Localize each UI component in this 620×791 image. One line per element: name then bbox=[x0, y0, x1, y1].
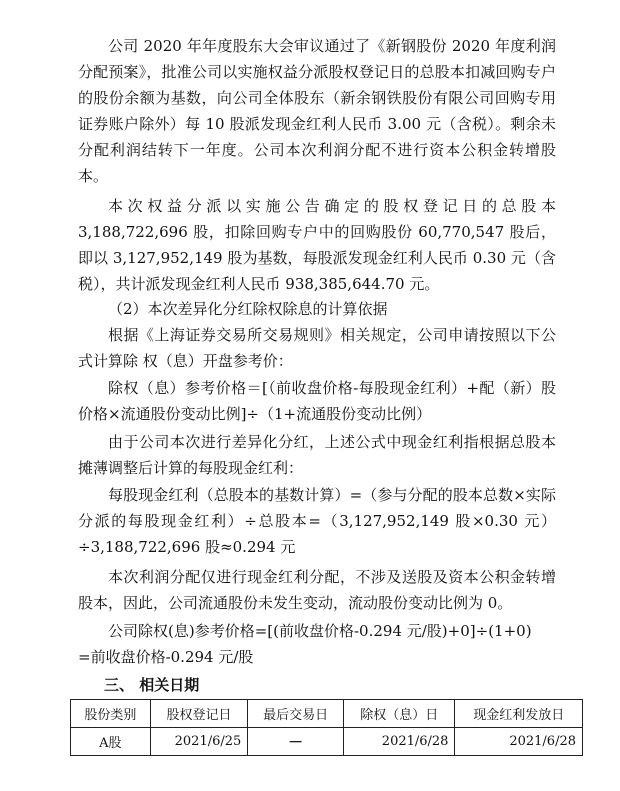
table-cell-record-date: 2021/6/25 bbox=[150, 728, 248, 756]
paragraph-profit-distribution-plan: 公司 2020 年年度股东大会审议通过了《新钢股份 2020 年度利润分配预案》，批准公司以实施权益分派股权登记日的总股本扣减回购专户的股份余额为基数，向公司全体股东（新余钢铁股份有限公司回购专用证券账户除外）每 10 股派发现金红利人民币 3.00 元（含税）。剩余未分配利润结转下一年度。公司本次利润分配不进行资本公积金转增股本。 bbox=[78, 37, 556, 185]
section-heading-relevant-dates: 三、 相关日期 bbox=[104, 676, 200, 694]
table-cell-payment-date: 2021/6/28 bbox=[455, 728, 583, 756]
formula-company-reference-price-result: =前收盘价格-0.294 元/股 bbox=[78, 648, 254, 666]
paragraph-no-share-change: 本次利润分配仅进行现金红利分配，不涉及送股及资本公积金转增股本，因此，公司流通股份未发生变动，流动股份变动比例为 0。 bbox=[78, 568, 556, 612]
table-cell-share-class: A股 bbox=[71, 728, 151, 756]
paragraph-dividend-base: 本次权益分派以实施公告确定的股权登记日的总股本 3,188,722,696 股，扣除回购专户中的回购股份 60,770,547 股后，即以 3,127,952,149 股为基数，每股派发现金红利人民币 0.30 元（含税），共计派发现金红利人民币 938,385,644.70 元。 bbox=[78, 197, 556, 293]
table-header-cell: 股份类别 bbox=[71, 700, 151, 728]
paragraph-rules-reference: 根据《上海证券交易所交易规则》相关规定，公司申请按照以下公式计算除 权（息）开盘参考价： bbox=[78, 326, 556, 370]
table-header-cell: 除权（息）日 bbox=[343, 700, 455, 728]
table-cell-last-trading-date: － bbox=[248, 728, 344, 756]
table-cell-ex-dividend-date: 2021/6/28 bbox=[343, 728, 455, 756]
subheading-calculation-basis: （2）本次差异化分红除权除息的计算依据 bbox=[108, 300, 388, 318]
table-header-cell: 最后交易日 bbox=[248, 700, 344, 728]
formula-per-share-cash-dividend: 每股现金红利（总股本的基数计算）=（参与分配的股本总数×实际分派的每股现金红利）÷总股本=（3,127,952,149 股×0.30 元）÷3,188,722,696 股≈0.294 元 bbox=[78, 486, 556, 556]
paragraph-differentiated-dividend: 由于公司本次进行差异化分红，上述公式中现金红利指根据总股本摊薄调整后计算的每股现金红利： bbox=[78, 433, 556, 477]
table-row bbox=[71, 728, 583, 756]
formula-ex-rights-reference-price: 除权（息）参考价格＝[（前收盘价格-每股现金红利）+配（新）股价格×流通股份变动比例]÷（1+流通股份变动比例） bbox=[78, 379, 556, 423]
relevant-dates-table bbox=[70, 699, 583, 756]
table-header-row bbox=[71, 700, 583, 728]
table-header-cell: 股权登记日 bbox=[150, 700, 248, 728]
formula-company-reference-price: 公司除权(息)参考价格=[(前收盘价格-0.294 元/股)+0]÷(1+0) bbox=[108, 622, 532, 640]
table-header-cell: 现金红利发放日 bbox=[455, 700, 583, 728]
